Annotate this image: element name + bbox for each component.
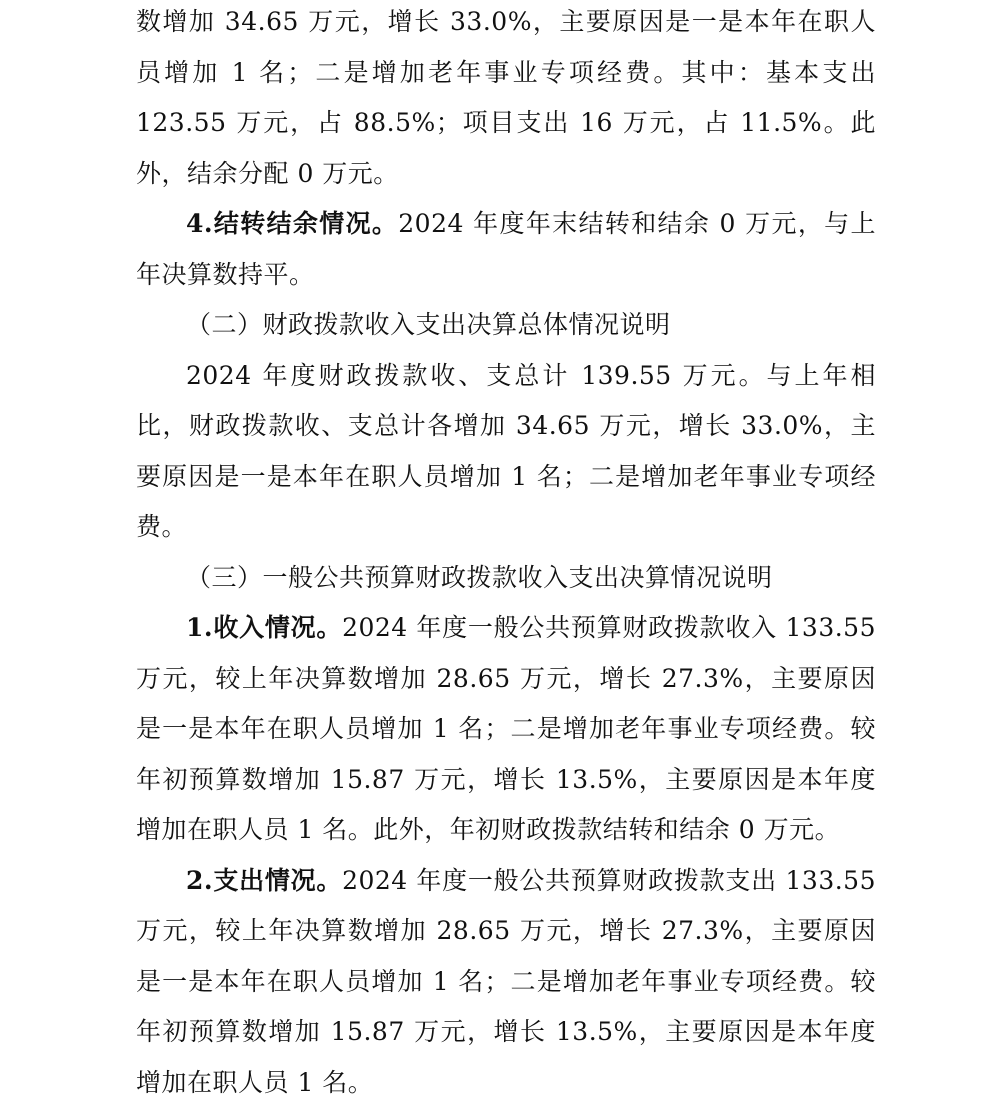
paragraph-expenditure-continued (136, 0, 876, 199)
paragraph-text: 数增加 34.65 万元，增长 33.0%，主要原因是一是本年在职人员增加 1 名；二是增加老年事业专项经费。其中：基本支出 123.55 万元，占 88.5%；项目支出 16 万元，占 11.5%。此外，结余分配 0 万元。 (136, 7, 876, 188)
paragraph-text: 2024 年度年末结转和结余 0 万元，与上年决算数持平。 (136, 209, 876, 289)
document-body (136, 0, 876, 1108)
paragraph-text: 2024 年度财政拨款收、支总计 139.55 万元。与上年相比，财政拨款收、支总计各增加 34.65 万元，增长 33.0%，主要原因是一是本年在职人员增加 1 名；二是增加老年事业专项经费。 (136, 361, 876, 542)
paragraph-text: 2024 年度一般公共预算财政拨款收入 133.55 万元，较上年决算数增加 28.65 万元，增长 27.3%，主要原因是一是本年在职人员增加 1 名；二是增加老年事业专项经费。较年初预算数增加 15.87 万元，增长 13.5%，主要原因是本年度增加在职人员 1 名。此外，年初财政拨款结转和结余 0 万元。 (136, 613, 876, 844)
section-lead-carryover: 4.结转结余情况。 (186, 209, 398, 238)
heading-text: （三）一般公共预算财政拨款收入支出决算情况说明 (186, 563, 773, 592)
section-lead-income: 1.收入情况。 (186, 613, 342, 642)
section-lead-expenditure: 2.支出情况。 (186, 866, 342, 895)
heading-text: （二）财政拨款收入支出决算总体情况说明 (186, 310, 671, 339)
section-heading-fiscal-overview (136, 300, 876, 351)
section-heading-general-budget (136, 553, 876, 604)
paragraph-carryover (136, 199, 876, 300)
paragraph-text: 2024 年度一般公共预算财政拨款支出 133.55 万元，较上年决算数增加 28.65 万元，增长 27.3%，主要原因是一是本年在职人员增加 1 名；二是增加老年事业专项经费。较年初预算数增加 15.87 万元，增长 13.5%，主要原因是本年度增加在职人员 1 名。 (136, 866, 876, 1097)
paragraph-fiscal-overview (136, 351, 876, 553)
paragraph-expenditure (136, 856, 876, 1108)
paragraph-income (136, 603, 876, 856)
